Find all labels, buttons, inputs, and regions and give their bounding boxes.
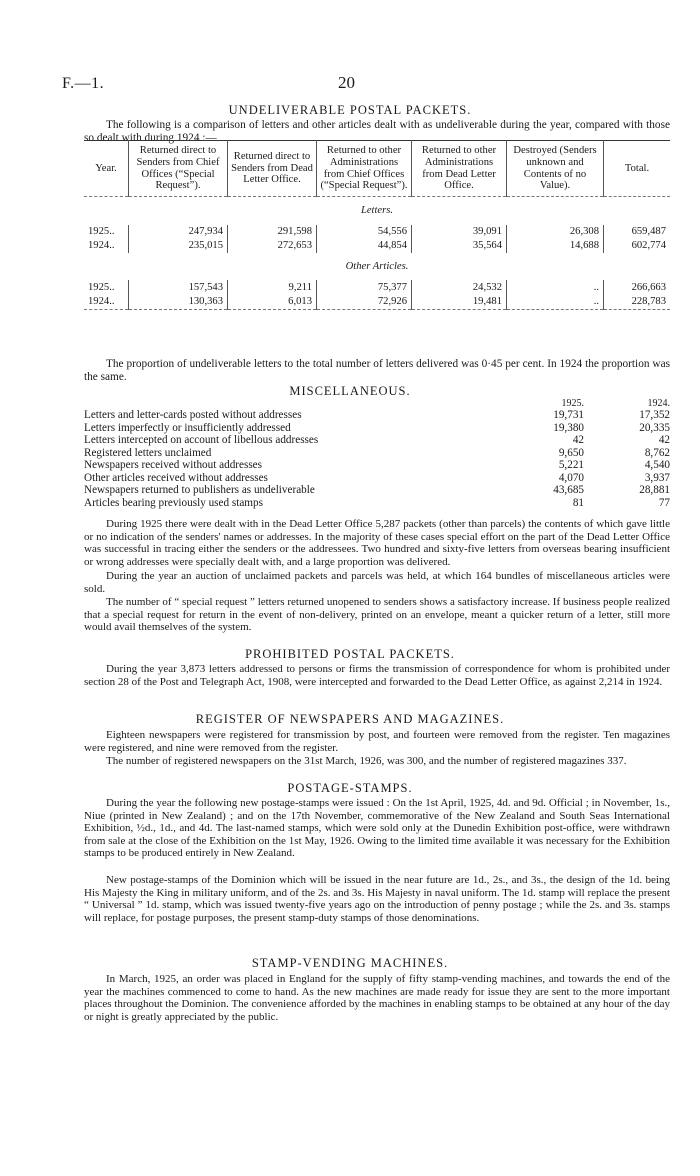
table-cell: 9,650 <box>558 446 584 459</box>
prohibited-paragraph: During the year 3,873 letters addressed to persons or firms the transmission of correspondence for whom is prohibited under section 28 of the Post and Telegraph Act, 1908, were intercepted and forwarded to the Dead Letter Office, as against 2,214 in 1924. <box>84 663 670 688</box>
table-cell: 19,731 <box>553 409 584 421</box>
table-cell: Articles bearing previously used stamps <box>84 496 263 509</box>
section-title-postage-stamps: POSTAGE-STAMPS. <box>287 781 413 795</box>
auction-paragraph: During the year an auction of unclaimed packets and parcels was held, at which 164 bundles of miscellaneous articles were sold. <box>84 570 670 595</box>
table-cell: Letters intercepted on account of libellous addresses <box>84 434 319 446</box>
table-row <box>84 225 670 239</box>
column-header: Destroyed (Senders unknown and Contents of no Value). <box>507 141 604 197</box>
table-cell: Registered letters unclaimed <box>84 446 212 459</box>
table-cell: 8,762 <box>644 446 670 459</box>
table-cell: 20,335 <box>639 421 670 434</box>
table-cell: Letters and letter-cards posted without addresses <box>84 409 302 421</box>
table-cell: 4,540 <box>644 459 670 471</box>
table-row <box>84 239 670 253</box>
table-row <box>84 422 670 435</box>
column-header: 1924. <box>647 398 670 409</box>
table-cell: 54,556 <box>317 225 412 239</box>
dead-letter-paragraph: During 1925 there were dealt with in the Dead Letter Office 5,287 packets (other than parcels) the contents of which gave little or no indication of the senders' names or addresses. In the majority of these cases special effort on the part of the Dead Letter Office was successful in tracing either the senders or the addressees. Two hundred and sixty-five letters from overseas bearing insufficient or wrong addresses were specially dealt with, and a large proportion was delivered. <box>84 518 670 568</box>
table-cell: Letters imperfectly or insufficiently addressed <box>84 421 291 434</box>
table-cell: 19,380 <box>553 421 584 434</box>
table-row <box>84 497 670 510</box>
table-cell: 42 <box>658 434 670 446</box>
table-row <box>84 280 670 294</box>
miscellaneous-table <box>84 398 670 509</box>
section-title-undeliverable: UNDELIVERABLE POSTAL PACKETS. <box>228 103 472 117</box>
register-count-paragraph: The number of registered newspapers on the 31st March, 1926, was 300, and the number of registered magazines 337. <box>106 755 627 767</box>
table-cell: 39,091 <box>412 225 507 239</box>
table-cell: 235,015 <box>129 239 228 253</box>
table-cell: 77 <box>658 496 670 509</box>
table-cell: 1924.. <box>84 295 129 310</box>
table-cell: 5,221 <box>558 459 584 471</box>
table-cell: 43,685 <box>553 484 584 496</box>
undeliverable-intro: The following is a comparison of letters and other articles dealt with as undeliverable during the year, compared with those so dealt with during 1924 :— <box>84 119 670 145</box>
table-cell: Newspapers received without addresses <box>84 459 263 471</box>
column-header <box>84 398 504 409</box>
special-request-paragraph: The number of “ special request ” letters returned unopened to senders shows a satisfactory increase. If business people realized that a special request for return in the event of non-delivery, printed on an envelope, meant a quicker return of a letter, still more would avail themselves of the system. <box>84 596 670 634</box>
table-cell: 19,481 <box>412 295 507 310</box>
table-cell: 17,352 <box>639 409 670 421</box>
column-header: Returned direct to Senders from Dead Letter Office. <box>228 141 317 197</box>
table-cell: .. <box>507 280 604 294</box>
table-cell: Other articles received without addresses <box>84 471 268 484</box>
table-cell: 130,363 <box>129 295 228 310</box>
table-row <box>84 434 670 447</box>
section-title-stamp-vending: STAMP-VENDING MACHINES. <box>251 956 449 970</box>
table-group-label: Other Articles. <box>345 261 409 273</box>
column-header: Returned to other Administrations from Chief Offices (“Special Request”). <box>317 141 412 197</box>
table-cell: 72,926 <box>317 295 412 310</box>
column-header: Returned direct to Senders from Chief Offices (“Special Request”). <box>129 141 228 197</box>
new-stamps-paragraph: New postage-stamps of the Dominion which will be issued in the near future are 1d., 2s., and 3s., the design of the 1d. being His Majesty the King in military uniform, and of the 2s. and 3s. His Majesty in naval uniform. The 1d. stamp will replace the present “ Universal ” 1d. stamp, which was issued twenty-five years ago on the introduction of penny postage ; while the 2s. and 3s. stamps will replace, for postage purposes, the present stamp-duty stamps of those denominations. <box>84 874 670 924</box>
page-number: 20 <box>338 73 355 92</box>
section-title-prohibited: PROHIBITED POSTAL PACKETS. <box>245 647 455 661</box>
table-cell: 266,663 <box>631 282 666 294</box>
table-cell: 1925.. <box>84 280 129 294</box>
register-paragraph: Eighteen newspapers were registered for transmission by post, and fourteen were removed from the register. Ten magazines were registered, and nine were removed from the register. <box>84 729 670 754</box>
table-row <box>84 409 670 422</box>
table-cell: 272,653 <box>228 239 317 253</box>
table-cell: 6,013 <box>228 295 317 310</box>
table-header-row <box>84 398 670 409</box>
table-row <box>84 459 670 472</box>
table-cell: 291,598 <box>228 225 317 239</box>
table-cell: 26,308 <box>507 225 604 239</box>
table-cell: 1925.. <box>84 225 129 239</box>
column-header: Year. <box>84 141 129 197</box>
column-header: Total. <box>624 162 650 174</box>
table-row <box>84 295 670 310</box>
table-cell: Newspapers returned to publishers as undeliverable <box>84 484 315 496</box>
table-cell: 24,532 <box>412 280 507 294</box>
table-group-label: Letters. <box>360 205 394 217</box>
table-row <box>84 447 670 460</box>
table-cell: 228,783 <box>631 296 666 308</box>
table-cell: 42 <box>572 434 584 446</box>
proportion-paragraph: The proportion of undeliverable letters to the total number of letters delivered was 0·45 per cent. In 1924 the proportion was the same. <box>84 358 670 384</box>
table-cell: 3,937 <box>644 471 670 484</box>
table-cell: 44,854 <box>317 239 412 253</box>
table-header-row <box>84 141 670 197</box>
table-cell: 14,688 <box>507 239 604 253</box>
table-cell: 1924.. <box>84 239 129 253</box>
table-cell: 659,487 <box>631 226 666 238</box>
report-reference: F.—1. <box>62 75 105 92</box>
table-cell: 81 <box>572 496 584 509</box>
section-title-miscellaneous: MISCELLANEOUS. <box>289 384 411 398</box>
table-cell: 4,070 <box>558 471 584 484</box>
table-cell: 35,564 <box>412 239 507 253</box>
column-header: 1925. <box>561 398 584 409</box>
table-cell: 28,881 <box>639 484 670 496</box>
column-header: Returned to other Administrations from Dead Letter Office. <box>412 141 507 197</box>
table-cell: 9,211 <box>228 280 317 294</box>
table-cell: 247,934 <box>129 225 228 239</box>
table-row <box>84 484 670 497</box>
stamp-vending-paragraph: In March, 1925, an order was placed in England for the supply of fifty stamp-vending machines, and towards the end of the year the machines commenced to come to hand. As the new machines are made ready for issue they are sent to the more important places throughout the Dominion. The convenience afforded by the machines in enabling stamps to be obtained at any hour of the day or night is greatly appreciated by the public. <box>84 973 670 1023</box>
table-cell: 75,377 <box>317 280 412 294</box>
postage-stamps-paragraph: During the year the following new postage-stamps were issued : On the 1st April, 1925, 4d. and 9d. Official ; in November, 1s., Niue (printed in New Zealand) ; and on the 17th November, commemorative of the New Zealand and South Seas International Exhibition, ½d., 1d., and 4d. The last-named stamps, which were sold only at the Dunedin Exhibition post-office, were withdrawn from sale at the close of the Exhibition on the 1st May, 1926. Owing to the limited time available it was necessary for the Exhibition stamps to be produced entirely in New Zealand. <box>84 797 670 860</box>
table-cell: 602,774 <box>631 240 666 252</box>
section-title-register: REGISTER OF NEWSPAPERS AND MAGAZINES. <box>195 712 505 726</box>
table-cell: .. <box>507 295 604 310</box>
table-row <box>84 472 670 485</box>
table-cell: 157,543 <box>129 280 228 294</box>
undeliverable-comparison-table <box>84 140 670 310</box>
